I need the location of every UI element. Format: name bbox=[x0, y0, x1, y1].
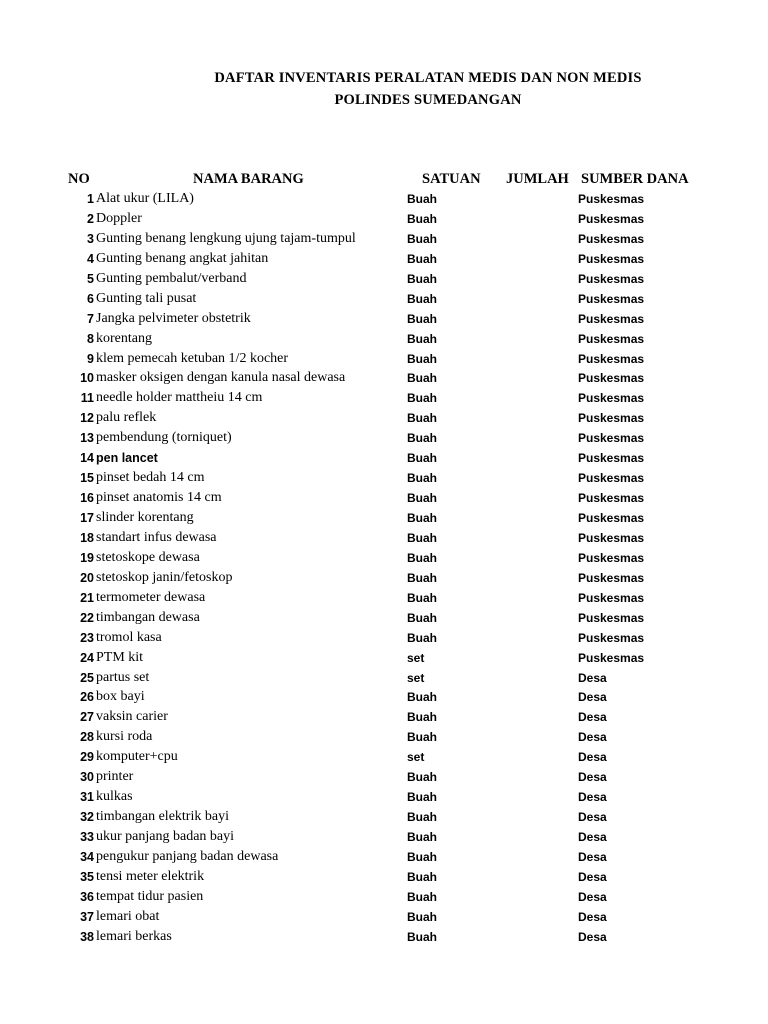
item-unit: Buah bbox=[407, 790, 437, 805]
row-number: 8 bbox=[87, 331, 94, 346]
item-funding-source: Puskesmas bbox=[578, 491, 645, 506]
item-unit: Buah bbox=[407, 710, 437, 725]
item-unit: Buah bbox=[407, 291, 437, 306]
document-subtitle: POLINDES SUMEDANGAN bbox=[334, 92, 522, 108]
row-number: 26 bbox=[80, 690, 94, 705]
table-row bbox=[0, 368, 768, 388]
table-row bbox=[0, 887, 768, 907]
item-unit: Buah bbox=[407, 869, 437, 884]
item-unit: Buah bbox=[407, 849, 437, 864]
row-number: 17 bbox=[80, 511, 94, 525]
item-funding-source: Puskesmas bbox=[578, 530, 645, 545]
item-unit: Buah bbox=[407, 471, 437, 486]
item-name: pengukur panjang badan dewasa bbox=[96, 848, 279, 864]
item-funding-source: Desa bbox=[578, 889, 607, 904]
row-number: 7 bbox=[87, 311, 94, 326]
item-name: stetoskope dewasa bbox=[96, 549, 200, 565]
table-row bbox=[0, 608, 768, 628]
item-funding-source: Desa bbox=[578, 830, 607, 844]
item-unit: Buah bbox=[407, 630, 437, 645]
header-nama-barang: NAMA BARANG bbox=[193, 171, 304, 187]
row-number: 23 bbox=[80, 630, 94, 645]
table-row bbox=[0, 349, 768, 369]
item-unit: Buah bbox=[407, 391, 437, 406]
row-number: 27 bbox=[80, 710, 94, 725]
item-name: korentang bbox=[96, 330, 152, 346]
row-number: 11 bbox=[80, 391, 94, 406]
table-row bbox=[0, 269, 768, 289]
row-number: 21 bbox=[80, 590, 94, 605]
item-unit: Buah bbox=[407, 331, 437, 346]
table-row bbox=[0, 309, 768, 329]
table-row bbox=[0, 189, 768, 209]
item-unit: Buah bbox=[407, 810, 437, 825]
item-unit: Buah bbox=[407, 311, 437, 326]
item-funding-source: Puskesmas bbox=[578, 271, 645, 286]
item-unit: Buah bbox=[407, 511, 437, 525]
item-name: partus set bbox=[96, 669, 150, 685]
item-unit: Buah bbox=[407, 371, 437, 386]
item-name: Jangka pelvimeter obstetrik bbox=[96, 310, 251, 326]
table-row bbox=[0, 847, 768, 867]
item-name: pembendung (torniquet) bbox=[96, 430, 232, 446]
item-name: termometer dewasa bbox=[96, 589, 206, 605]
item-funding-source: Desa bbox=[578, 730, 607, 745]
item-name: printer bbox=[96, 769, 134, 785]
row-number: 29 bbox=[80, 750, 94, 765]
item-name: Gunting benang lengkung ujung tajam-tumpul bbox=[96, 230, 356, 246]
item-name: box bayi bbox=[96, 689, 145, 705]
row-number: 30 bbox=[80, 770, 94, 785]
item-funding-source: Puskesmas bbox=[578, 192, 645, 206]
item-funding-source: Desa bbox=[578, 909, 607, 924]
item-funding-source: Puskesmas bbox=[578, 610, 645, 625]
table-row bbox=[0, 668, 768, 688]
row-number: 14 bbox=[80, 451, 94, 466]
row-number: 15 bbox=[80, 471, 94, 486]
item-funding-source: Puskesmas bbox=[578, 231, 645, 246]
table-row bbox=[0, 249, 768, 269]
item-unit: Buah bbox=[407, 192, 437, 206]
row-number: 19 bbox=[80, 550, 94, 565]
row-number: 5 bbox=[87, 271, 94, 286]
item-unit: Buah bbox=[407, 570, 437, 585]
header-satuan: SATUAN bbox=[422, 171, 481, 187]
inventory-table bbox=[0, 189, 768, 947]
row-number: 28 bbox=[80, 730, 94, 745]
item-unit: Buah bbox=[407, 889, 437, 904]
row-number: 22 bbox=[80, 610, 94, 625]
item-name: kulkas bbox=[96, 789, 133, 805]
row-number: 12 bbox=[80, 411, 94, 426]
item-funding-source: Puskesmas bbox=[578, 650, 645, 665]
item-name: stetoskop janin/fetoskop bbox=[96, 569, 233, 585]
item-funding-source: Desa bbox=[578, 710, 607, 725]
item-funding-source: Puskesmas bbox=[578, 590, 645, 605]
item-funding-source: Puskesmas bbox=[578, 371, 645, 386]
row-number: 20 bbox=[80, 570, 94, 585]
table-row bbox=[0, 468, 768, 488]
item-name: needle holder mattheiu 14 cm bbox=[96, 390, 263, 406]
item-unit: Buah bbox=[407, 530, 437, 545]
table-row bbox=[0, 329, 768, 349]
item-funding-source: Puskesmas bbox=[578, 291, 645, 306]
item-funding-source: Puskesmas bbox=[578, 331, 645, 346]
table-row bbox=[0, 707, 768, 727]
row-number: 18 bbox=[80, 530, 94, 545]
row-number: 33 bbox=[80, 830, 94, 844]
item-unit: Buah bbox=[407, 590, 437, 605]
item-unit: Buah bbox=[407, 909, 437, 924]
table-row bbox=[0, 807, 768, 827]
item-funding-source: Desa bbox=[578, 750, 607, 765]
item-name: ukur panjang badan bayi bbox=[96, 829, 235, 844]
table-row bbox=[0, 428, 768, 448]
item-funding-source: Desa bbox=[578, 869, 607, 884]
item-name: klem pemecah ketuban 1/2 kocher bbox=[96, 350, 289, 366]
item-name: palu reflek bbox=[96, 410, 157, 426]
row-number: 10 bbox=[80, 371, 94, 386]
table-row bbox=[0, 628, 768, 648]
item-name: masker oksigen dengan kanula nasal dewasa bbox=[96, 370, 346, 386]
item-name: PTM kit bbox=[96, 649, 144, 665]
row-number: 37 bbox=[80, 909, 94, 924]
row-number: 13 bbox=[80, 431, 94, 446]
item-funding-source: Puskesmas bbox=[578, 570, 645, 585]
item-unit: Buah bbox=[407, 411, 437, 426]
item-name: tempat tidur pasien bbox=[96, 888, 204, 904]
item-name: timbangan elektrik bayi bbox=[96, 809, 229, 825]
item-name: lemari obat bbox=[96, 908, 160, 924]
item-unit: Buah bbox=[407, 550, 437, 565]
item-unit: Buah bbox=[407, 491, 437, 506]
table-row bbox=[0, 867, 768, 887]
table-row bbox=[0, 508, 768, 528]
item-funding-source: Puskesmas bbox=[578, 431, 645, 446]
row-number: 9 bbox=[87, 351, 94, 366]
item-name: tensi meter elektrik bbox=[96, 868, 205, 884]
item-name: slinder korentang bbox=[96, 510, 194, 525]
item-unit: Buah bbox=[407, 610, 437, 625]
row-number: 36 bbox=[80, 889, 94, 904]
item-funding-source: Puskesmas bbox=[578, 251, 645, 266]
item-funding-source: Puskesmas bbox=[578, 351, 645, 366]
row-number: 25 bbox=[80, 670, 94, 685]
item-name: kursi roda bbox=[96, 729, 153, 745]
item-name: Gunting benang angkat jahitan bbox=[96, 250, 269, 266]
row-number: 35 bbox=[80, 869, 94, 884]
table-row bbox=[0, 209, 768, 229]
table-row bbox=[0, 727, 768, 747]
row-number: 24 bbox=[80, 650, 94, 665]
item-funding-source: Desa bbox=[578, 690, 607, 705]
row-number: 3 bbox=[87, 231, 94, 246]
item-unit: Buah bbox=[407, 211, 437, 226]
item-funding-source: Puskesmas bbox=[578, 471, 645, 486]
item-unit: Buah bbox=[407, 271, 437, 286]
item-name: pinset bedah 14 cm bbox=[96, 470, 205, 486]
header-jumlah: JUMLAH bbox=[506, 171, 569, 187]
table-row bbox=[0, 767, 768, 787]
table-row bbox=[0, 588, 768, 608]
document-title: DAFTAR INVENTARIS PERALATAN MEDIS DAN NON MEDIS bbox=[214, 70, 642, 86]
table-row bbox=[0, 548, 768, 568]
item-name: Alat ukur (LILA) bbox=[96, 191, 194, 206]
table-row bbox=[0, 787, 768, 807]
item-unit: Buah bbox=[407, 770, 437, 785]
row-number: 31 bbox=[80, 790, 94, 805]
row-number: 38 bbox=[80, 929, 94, 944]
item-name: pen lancet bbox=[96, 451, 158, 466]
item-funding-source: Puskesmas bbox=[578, 550, 645, 565]
item-funding-source: Puskesmas bbox=[578, 630, 645, 645]
table-row bbox=[0, 568, 768, 588]
item-name: vaksin carier bbox=[96, 709, 168, 725]
row-number: 6 bbox=[87, 291, 94, 306]
item-funding-source: Desa bbox=[578, 670, 607, 685]
item-unit: Buah bbox=[407, 929, 437, 944]
table-row bbox=[0, 408, 768, 428]
table-row bbox=[0, 388, 768, 408]
item-funding-source: Desa bbox=[578, 810, 607, 825]
item-funding-source: Puskesmas bbox=[578, 451, 645, 466]
row-number: 1 bbox=[87, 192, 94, 206]
table-row bbox=[0, 927, 768, 947]
item-funding-source: Puskesmas bbox=[578, 211, 645, 226]
item-unit: Buah bbox=[407, 231, 437, 246]
item-name: Doppler bbox=[96, 210, 142, 226]
item-funding-source: Puskesmas bbox=[578, 311, 645, 326]
table-row bbox=[0, 229, 768, 249]
item-funding-source: Desa bbox=[578, 770, 607, 785]
header-sumber-dana: SUMBER DANA bbox=[581, 171, 689, 187]
row-number: 2 bbox=[87, 211, 94, 226]
table-row bbox=[0, 648, 768, 668]
row-number: 32 bbox=[80, 810, 94, 825]
item-funding-source: Desa bbox=[578, 929, 607, 944]
item-name: Gunting tali pusat bbox=[96, 290, 197, 306]
table-row bbox=[0, 747, 768, 767]
item-unit: Buah bbox=[407, 431, 437, 446]
table-row bbox=[0, 528, 768, 548]
table-row bbox=[0, 289, 768, 309]
item-funding-source: Desa bbox=[578, 790, 607, 805]
item-unit: set bbox=[407, 750, 425, 765]
item-name: lemari berkas bbox=[96, 928, 172, 944]
table-row bbox=[0, 687, 768, 707]
row-number: 4 bbox=[87, 251, 94, 266]
item-name: komputer+cpu bbox=[96, 749, 178, 765]
item-funding-source: Desa bbox=[578, 849, 607, 864]
item-funding-source: Puskesmas bbox=[578, 511, 645, 525]
item-name: standart infus dewasa bbox=[96, 529, 217, 545]
item-unit: set bbox=[407, 670, 425, 685]
item-name: timbangan dewasa bbox=[96, 609, 200, 625]
table-row bbox=[0, 448, 768, 468]
item-unit: Buah bbox=[407, 830, 437, 844]
item-unit: Buah bbox=[407, 690, 437, 705]
item-unit: set bbox=[407, 650, 425, 665]
item-name: tromol kasa bbox=[96, 629, 162, 645]
item-funding-source: Puskesmas bbox=[578, 411, 645, 426]
table-row bbox=[0, 827, 768, 847]
item-name: pinset anatomis 14 cm bbox=[96, 490, 222, 506]
item-unit: Buah bbox=[407, 451, 437, 466]
item-unit: Buah bbox=[407, 730, 437, 745]
item-funding-source: Puskesmas bbox=[578, 391, 645, 406]
item-unit: Buah bbox=[407, 351, 437, 366]
header-no: NO bbox=[68, 171, 90, 187]
row-number: 34 bbox=[80, 849, 94, 864]
row-number: 16 bbox=[80, 491, 94, 506]
table-row bbox=[0, 488, 768, 508]
item-unit: Buah bbox=[407, 251, 437, 266]
item-name: Gunting pembalut/verband bbox=[96, 270, 247, 286]
table-row bbox=[0, 907, 768, 927]
